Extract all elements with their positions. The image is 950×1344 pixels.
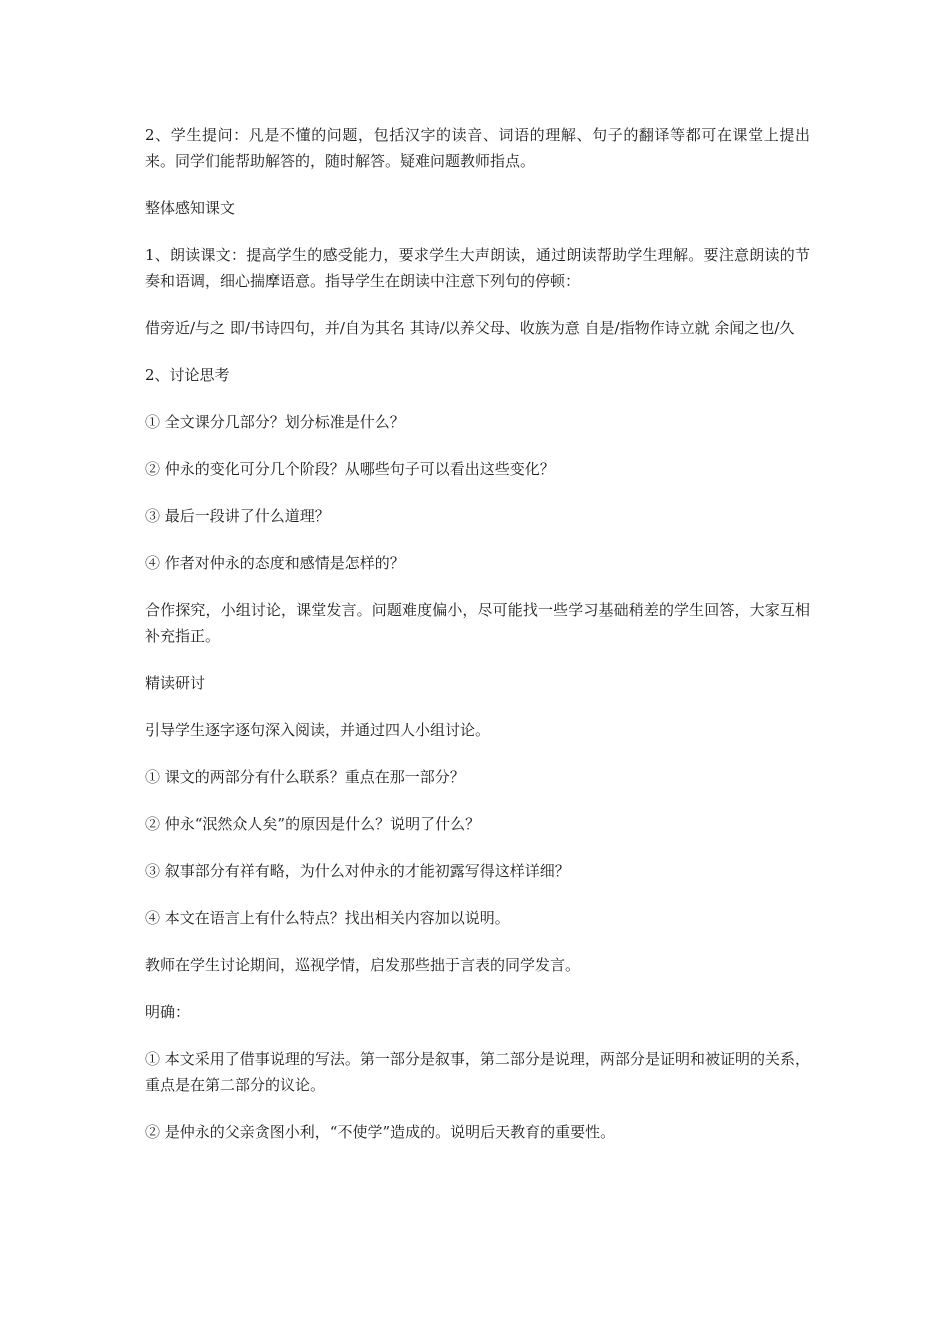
heading-overall-perception: 整体感知课文: [145, 199, 236, 217]
paragraph-cooperative-inquiry: 合作探究，小组讨论，课堂发言。问题难度偏小，尽可能找一些学习基础稍差的学生回答，大家互相补充指正。: [145, 601, 810, 645]
study-question-2: ② 仲永“泯然众人矣”的原因是什么？说明了什么？: [145, 815, 481, 833]
question-item-3: ③ 最后一段讲了什么道理？: [145, 507, 330, 525]
heading-discussion: 2、讨论思考: [145, 366, 230, 384]
heading-close-reading: 精读研讨: [145, 674, 206, 692]
paragraph-guide-reading: 引导学生逐字逐句深入阅读，并通过四人小组讨论。: [145, 721, 491, 739]
answer-item-1: ① 本文采用了借事说理的写法。第一部分是叙事，第二部分是说理，两部分是证明和被证明的关系，重点是在第二部分的议论。: [145, 1050, 810, 1094]
paragraph-teacher-guidance: 教师在学生讨论期间，巡视学情，启发那些拙于言表的同学发言。: [145, 956, 581, 974]
paragraph-pause-examples: 借旁近/与之 即/书诗四句，并/自为其名 其诗/以养父母、收族为意 自是/指物作诗立就 余闻之也/久: [145, 319, 795, 337]
study-question-1: ① 课文的两部分有什么联系？重点在那一部分？: [145, 768, 465, 786]
study-question-4: ④ 本文在语言上有什么特点？找出相关内容加以说明。: [145, 909, 510, 927]
question-item-2: ② 仲永的变化可分几个阶段？从哪些句子可以看出这些变化？: [145, 460, 555, 478]
heading-clarify: 明确：: [145, 1003, 191, 1021]
question-item-4: ④ 作者对仲永的态度和感情是怎样的？: [145, 554, 405, 572]
document-body: [145, 122, 810, 1166]
question-item-1: ① 全文课分几部分？划分标准是什么？: [145, 413, 405, 431]
answer-item-2: ② 是仲永的父亲贪图小利，“不使学”造成的。说明后天教育的重要性。: [145, 1123, 616, 1141]
paragraph-read-aloud: 1、朗读课文：提高学生的感受能力，要求学生大声朗读，通过朗读帮助学生理解。要注意朗读的节奏和语调，细心揣摩语意。指导学生在朗读中注意下列句的停顿：: [145, 246, 810, 290]
study-question-3: ③ 叙事部分有祥有略，为什么对仲永的才能初露写得这样详细？: [145, 862, 570, 880]
paragraph-student-questions: 2、学生提问：凡是不懂的问题，包括汉字的读音、词语的理解、句子的翻译等都可在课堂上提出来。同学们能帮助解答的，随时解答。疑难问题教师指点。: [145, 126, 810, 170]
